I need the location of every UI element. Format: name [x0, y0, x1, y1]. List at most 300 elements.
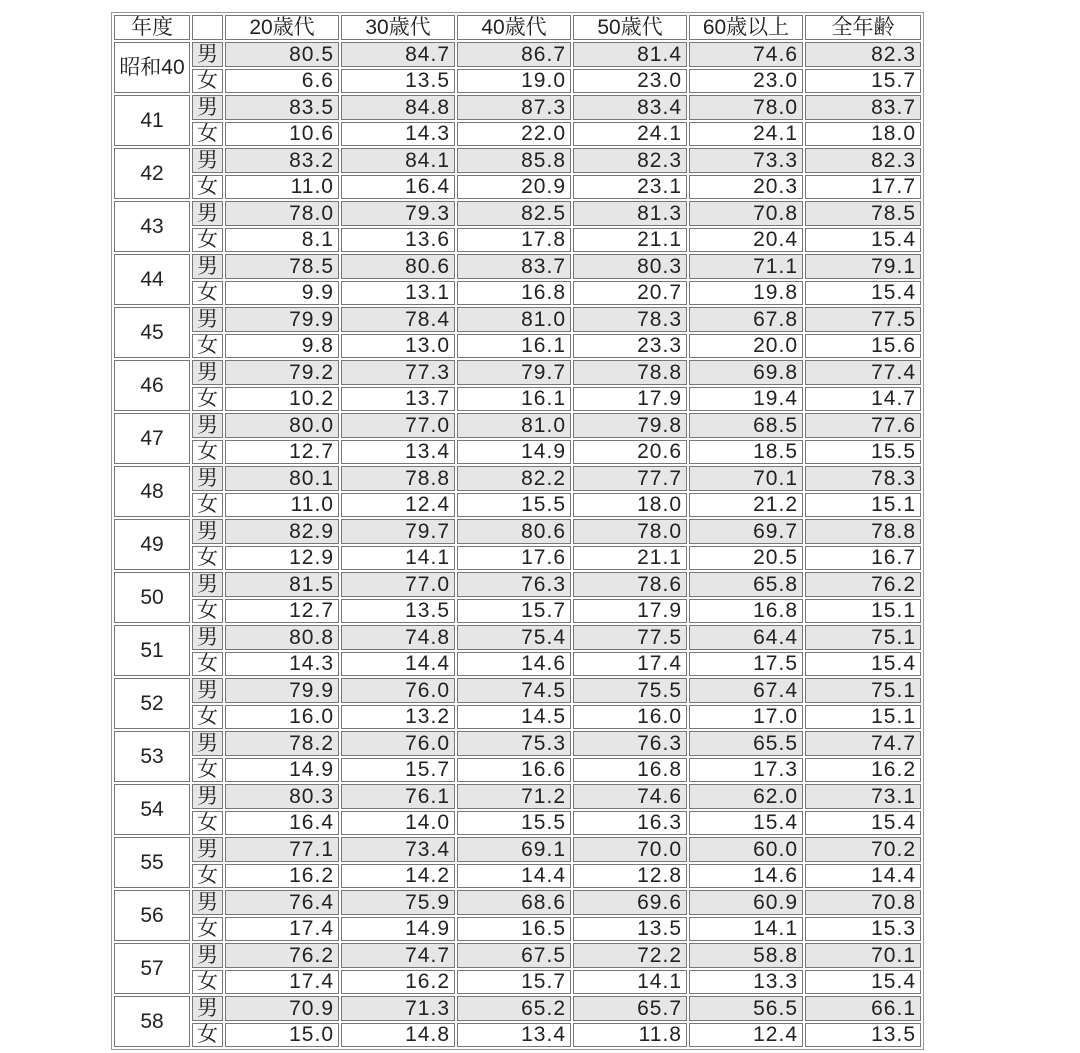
value-cell: 12.9: [225, 546, 339, 571]
value-cell: 15.3: [805, 917, 921, 942]
gender-cell: 男: [192, 678, 223, 703]
value-cell: 78.3: [805, 466, 921, 491]
value-cell: 76.2: [225, 943, 339, 968]
value-cell: 17.4: [225, 917, 339, 942]
table-row-female: [114, 546, 921, 571]
year-cell: 50: [114, 572, 190, 623]
value-cell: 70.9: [225, 996, 339, 1021]
gender-cell: 女: [192, 652, 223, 677]
value-cell: 67.4: [689, 678, 803, 703]
table-row-male: [114, 996, 921, 1021]
value-cell: 69.1: [457, 837, 571, 862]
value-cell: 23.3: [573, 334, 687, 359]
header-gender: [192, 15, 223, 40]
header-30s: 30歳代: [341, 15, 455, 40]
value-cell: 76.0: [341, 731, 455, 756]
value-cell: 79.7: [457, 360, 571, 385]
value-cell: 15.1: [805, 493, 921, 518]
value-cell: 20.4: [689, 228, 803, 253]
value-cell: 81.4: [573, 42, 687, 67]
value-cell: 80.8: [225, 625, 339, 650]
value-cell: 15.4: [689, 811, 803, 836]
value-cell: 71.3: [341, 996, 455, 1021]
value-cell: 85.8: [457, 148, 571, 173]
value-cell: 16.7: [805, 546, 921, 571]
table-row-female: [114, 970, 921, 995]
value-cell: 79.9: [225, 307, 339, 332]
header-50s: 50歳代: [573, 15, 687, 40]
value-cell: 17.4: [573, 652, 687, 677]
table-row-female: [114, 652, 921, 677]
value-cell: 75.9: [341, 890, 455, 915]
value-cell: 83.4: [573, 95, 687, 120]
value-cell: 14.9: [457, 440, 571, 465]
value-cell: 64.4: [689, 625, 803, 650]
value-cell: 18.5: [689, 440, 803, 465]
value-cell: 16.0: [225, 705, 339, 730]
value-cell: 78.5: [225, 254, 339, 279]
gender-cell: 男: [192, 837, 223, 862]
table-row-female: [114, 811, 921, 836]
value-cell: 81.0: [457, 307, 571, 332]
value-cell: 79.3: [341, 201, 455, 226]
year-cell: 54: [114, 784, 190, 835]
table-row-male: [114, 201, 921, 226]
header-row: [114, 15, 921, 40]
value-cell: 14.9: [225, 758, 339, 783]
value-cell: 14.4: [457, 864, 571, 889]
year-cell: 51: [114, 625, 190, 676]
year-cell: 48: [114, 466, 190, 517]
value-cell: 81.0: [457, 413, 571, 438]
table-row-male: [114, 466, 921, 491]
year-cell: 47: [114, 413, 190, 464]
value-cell: 86.7: [457, 42, 571, 67]
value-cell: 20.6: [573, 440, 687, 465]
value-cell: 75.1: [805, 678, 921, 703]
value-cell: 15.4: [805, 228, 921, 253]
gender-cell: 女: [192, 122, 223, 147]
year-cell: 58: [114, 996, 190, 1047]
value-cell: 14.3: [225, 652, 339, 677]
value-cell: 16.2: [225, 864, 339, 889]
value-cell: 17.4: [225, 970, 339, 995]
value-cell: 16.8: [689, 599, 803, 624]
value-cell: 19.4: [689, 387, 803, 412]
value-cell: 75.4: [457, 625, 571, 650]
value-cell: 14.1: [341, 546, 455, 571]
value-cell: 78.0: [573, 519, 687, 544]
value-cell: 18.0: [805, 122, 921, 147]
table-row-male: [114, 42, 921, 67]
value-cell: 77.5: [805, 307, 921, 332]
value-cell: 14.6: [689, 864, 803, 889]
table-row-male: [114, 943, 921, 968]
value-cell: 13.5: [573, 917, 687, 942]
value-cell: 16.0: [573, 705, 687, 730]
gender-cell: 女: [192, 599, 223, 624]
table-row-female: [114, 281, 921, 306]
gender-cell: 男: [192, 784, 223, 809]
value-cell: 13.2: [341, 705, 455, 730]
value-cell: 12.8: [573, 864, 687, 889]
table-row-female: [114, 705, 921, 730]
year-cell: 55: [114, 837, 190, 888]
table-row-female: [114, 758, 921, 783]
value-cell: 82.5: [457, 201, 571, 226]
value-cell: 82.3: [573, 148, 687, 173]
gender-cell: 女: [192, 1023, 223, 1048]
value-cell: 9.9: [225, 281, 339, 306]
header-60plus: 60歳以上: [689, 15, 803, 40]
value-cell: 11.0: [225, 493, 339, 518]
table-row-male: [114, 890, 921, 915]
value-cell: 20.5: [689, 546, 803, 571]
value-cell: 16.6: [457, 758, 571, 783]
gender-cell: 男: [192, 466, 223, 491]
value-cell: 80.3: [573, 254, 687, 279]
value-cell: 73.3: [689, 148, 803, 173]
value-cell: 12.4: [341, 493, 455, 518]
value-cell: 82.3: [805, 148, 921, 173]
value-cell: 14.3: [341, 122, 455, 147]
gender-cell: 男: [192, 307, 223, 332]
gender-cell: 男: [192, 148, 223, 173]
value-cell: 71.2: [457, 784, 571, 809]
value-cell: 71.1: [689, 254, 803, 279]
value-cell: 56.5: [689, 996, 803, 1021]
value-cell: 13.6: [341, 228, 455, 253]
value-cell: 15.5: [457, 811, 571, 836]
year-cell: 44: [114, 254, 190, 305]
value-cell: 79.9: [225, 678, 339, 703]
value-cell: 12.7: [225, 599, 339, 624]
table-row-male: [114, 519, 921, 544]
value-cell: 15.5: [805, 440, 921, 465]
value-cell: 67.8: [689, 307, 803, 332]
table-row-female: [114, 387, 921, 412]
year-cell: 57: [114, 943, 190, 994]
value-cell: 23.0: [689, 69, 803, 94]
value-cell: 69.7: [689, 519, 803, 544]
table-row-male: [114, 837, 921, 862]
value-cell: 14.9: [341, 917, 455, 942]
value-cell: 69.6: [573, 890, 687, 915]
value-cell: 79.2: [225, 360, 339, 385]
value-cell: 70.0: [573, 837, 687, 862]
gender-cell: 女: [192, 334, 223, 359]
value-cell: 60.0: [689, 837, 803, 862]
value-cell: 76.3: [457, 572, 571, 597]
value-cell: 77.1: [225, 837, 339, 862]
value-cell: 76.2: [805, 572, 921, 597]
value-cell: 62.0: [689, 784, 803, 809]
value-cell: 73.4: [341, 837, 455, 862]
value-cell: 20.9: [457, 175, 571, 200]
value-cell: 77.4: [805, 360, 921, 385]
data-table: [111, 12, 924, 1050]
value-cell: 11.0: [225, 175, 339, 200]
value-cell: 74.8: [341, 625, 455, 650]
value-cell: 65.7: [573, 996, 687, 1021]
table-row-female: [114, 440, 921, 465]
value-cell: 14.4: [341, 652, 455, 677]
value-cell: 80.1: [225, 466, 339, 491]
value-cell: 9.8: [225, 334, 339, 359]
value-cell: 12.7: [225, 440, 339, 465]
value-cell: 69.8: [689, 360, 803, 385]
table-row-female: [114, 69, 921, 94]
value-cell: 15.7: [341, 758, 455, 783]
value-cell: 78.6: [573, 572, 687, 597]
value-cell: 16.2: [805, 758, 921, 783]
value-cell: 17.9: [573, 387, 687, 412]
table-row-male: [114, 678, 921, 703]
value-cell: 78.2: [225, 731, 339, 756]
value-cell: 16.4: [341, 175, 455, 200]
value-cell: 20.3: [689, 175, 803, 200]
value-cell: 21.2: [689, 493, 803, 518]
value-cell: 78.0: [225, 201, 339, 226]
value-cell: 77.6: [805, 413, 921, 438]
value-cell: 83.7: [457, 254, 571, 279]
value-cell: 14.0: [341, 811, 455, 836]
gender-cell: 男: [192, 731, 223, 756]
value-cell: 19.0: [457, 69, 571, 94]
value-cell: 21.1: [573, 228, 687, 253]
value-cell: 24.1: [573, 122, 687, 147]
value-cell: 80.0: [225, 413, 339, 438]
value-cell: 13.1: [341, 281, 455, 306]
value-cell: 76.4: [225, 890, 339, 915]
value-cell: 17.6: [457, 546, 571, 571]
gender-cell: 女: [192, 69, 223, 94]
value-cell: 81.5: [225, 572, 339, 597]
value-cell: 78.3: [573, 307, 687, 332]
year-cell: 53: [114, 731, 190, 782]
value-cell: 74.6: [689, 42, 803, 67]
gender-cell: 女: [192, 440, 223, 465]
value-cell: 13.5: [805, 1023, 921, 1048]
value-cell: 82.3: [805, 42, 921, 67]
value-cell: 75.5: [573, 678, 687, 703]
value-cell: 65.2: [457, 996, 571, 1021]
year-cell: 56: [114, 890, 190, 941]
value-cell: 16.8: [573, 758, 687, 783]
value-cell: 13.3: [689, 970, 803, 995]
table-row-male: [114, 254, 921, 279]
table-row-female: [114, 175, 921, 200]
value-cell: 10.6: [225, 122, 339, 147]
value-cell: 17.8: [457, 228, 571, 253]
value-cell: 60.9: [689, 890, 803, 915]
value-cell: 16.2: [341, 970, 455, 995]
gender-cell: 女: [192, 864, 223, 889]
table-row-female: [114, 1023, 921, 1048]
header-20s: 20歳代: [225, 15, 339, 40]
table-body: [114, 42, 921, 1047]
value-cell: 15.7: [805, 69, 921, 94]
year-cell: 41: [114, 95, 190, 146]
value-cell: 58.8: [689, 943, 803, 968]
value-cell: 10.2: [225, 387, 339, 412]
year-cell: 52: [114, 678, 190, 729]
value-cell: 80.5: [225, 42, 339, 67]
value-cell: 79.8: [573, 413, 687, 438]
value-cell: 13.5: [341, 599, 455, 624]
value-cell: 75.1: [805, 625, 921, 650]
value-cell: 17.9: [573, 599, 687, 624]
value-cell: 14.1: [689, 917, 803, 942]
value-cell: 15.4: [805, 970, 921, 995]
value-cell: 70.8: [689, 201, 803, 226]
value-cell: 6.6: [225, 69, 339, 94]
year-cell: 43: [114, 201, 190, 252]
value-cell: 74.7: [805, 731, 921, 756]
value-cell: 16.1: [457, 387, 571, 412]
value-cell: 83.5: [225, 95, 339, 120]
table-row-male: [114, 95, 921, 120]
table-row-female: [114, 599, 921, 624]
gender-cell: 男: [192, 890, 223, 915]
value-cell: 70.2: [805, 837, 921, 862]
gender-cell: 女: [192, 811, 223, 836]
gender-cell: 男: [192, 42, 223, 67]
table-row-female: [114, 917, 921, 942]
value-cell: 82.2: [457, 466, 571, 491]
header-year: 年度: [114, 15, 190, 40]
value-cell: 78.4: [341, 307, 455, 332]
value-cell: 17.5: [689, 652, 803, 677]
value-cell: 83.7: [805, 95, 921, 120]
table-row-male: [114, 572, 921, 597]
table-row-male: [114, 413, 921, 438]
value-cell: 76.1: [341, 784, 455, 809]
gender-cell: 女: [192, 387, 223, 412]
value-cell: 14.1: [573, 970, 687, 995]
value-cell: 20.0: [689, 334, 803, 359]
value-cell: 80.6: [457, 519, 571, 544]
gender-cell: 男: [192, 943, 223, 968]
value-cell: 15.5: [457, 493, 571, 518]
value-cell: 78.5: [805, 201, 921, 226]
value-cell: 81.3: [573, 201, 687, 226]
value-cell: 12.4: [689, 1023, 803, 1048]
value-cell: 15.7: [457, 599, 571, 624]
value-cell: 74.7: [341, 943, 455, 968]
gender-cell: 女: [192, 493, 223, 518]
value-cell: 15.4: [805, 281, 921, 306]
value-cell: 24.1: [689, 122, 803, 147]
year-cell: 45: [114, 307, 190, 358]
value-cell: 79.7: [341, 519, 455, 544]
value-cell: 14.2: [341, 864, 455, 889]
gender-cell: 女: [192, 546, 223, 571]
value-cell: 65.5: [689, 731, 803, 756]
value-cell: 13.7: [341, 387, 455, 412]
value-cell: 77.3: [341, 360, 455, 385]
gender-cell: 男: [192, 625, 223, 650]
value-cell: 17.3: [689, 758, 803, 783]
table-row-male: [114, 625, 921, 650]
value-cell: 76.3: [573, 731, 687, 756]
value-cell: 15.1: [805, 599, 921, 624]
gender-cell: 男: [192, 996, 223, 1021]
value-cell: 23.0: [573, 69, 687, 94]
value-cell: 78.8: [341, 466, 455, 491]
value-cell: 70.1: [805, 943, 921, 968]
gender-cell: 男: [192, 95, 223, 120]
table-row-female: [114, 493, 921, 518]
value-cell: 15.4: [805, 652, 921, 677]
value-cell: 21.1: [573, 546, 687, 571]
value-cell: 15.7: [457, 970, 571, 995]
table-row-male: [114, 731, 921, 756]
value-cell: 14.4: [805, 864, 921, 889]
table-row-female: [114, 334, 921, 359]
gender-cell: 女: [192, 917, 223, 942]
gender-cell: 男: [192, 519, 223, 544]
header-40s: 40歳代: [457, 15, 571, 40]
value-cell: 68.5: [689, 413, 803, 438]
year-cell: 46: [114, 360, 190, 411]
table-row-female: [114, 122, 921, 147]
table-row-male: [114, 148, 921, 173]
gender-cell: 男: [192, 572, 223, 597]
value-cell: 17.7: [805, 175, 921, 200]
gender-cell: 女: [192, 281, 223, 306]
value-cell: 80.6: [341, 254, 455, 279]
value-cell: 82.9: [225, 519, 339, 544]
table-row-male: [114, 360, 921, 385]
value-cell: 84.7: [341, 42, 455, 67]
gender-cell: 男: [192, 360, 223, 385]
gender-cell: 女: [192, 758, 223, 783]
value-cell: 80.3: [225, 784, 339, 809]
table-row-female: [114, 864, 921, 889]
value-cell: 70.8: [805, 890, 921, 915]
value-cell: 65.8: [689, 572, 803, 597]
value-cell: 8.1: [225, 228, 339, 253]
value-cell: 75.3: [457, 731, 571, 756]
value-cell: 19.8: [689, 281, 803, 306]
value-cell: 16.8: [457, 281, 571, 306]
value-cell: 68.6: [457, 890, 571, 915]
value-cell: 15.4: [805, 811, 921, 836]
table-row-male: [114, 784, 921, 809]
value-cell: 13.5: [341, 69, 455, 94]
value-cell: 13.0: [341, 334, 455, 359]
value-cell: 70.1: [689, 466, 803, 491]
year-cell: 49: [114, 519, 190, 570]
value-cell: 84.1: [341, 148, 455, 173]
value-cell: 74.6: [573, 784, 687, 809]
value-cell: 14.5: [457, 705, 571, 730]
value-cell: 15.6: [805, 334, 921, 359]
value-cell: 16.1: [457, 334, 571, 359]
value-cell: 72.2: [573, 943, 687, 968]
year-cell: 昭和40: [114, 42, 190, 93]
value-cell: 77.0: [341, 572, 455, 597]
value-cell: 84.8: [341, 95, 455, 120]
value-cell: 13.4: [457, 1023, 571, 1048]
value-cell: 22.0: [457, 122, 571, 147]
value-cell: 20.7: [573, 281, 687, 306]
value-cell: 18.0: [573, 493, 687, 518]
year-cell: 42: [114, 148, 190, 199]
value-cell: 15.1: [805, 705, 921, 730]
value-cell: 11.8: [573, 1023, 687, 1048]
